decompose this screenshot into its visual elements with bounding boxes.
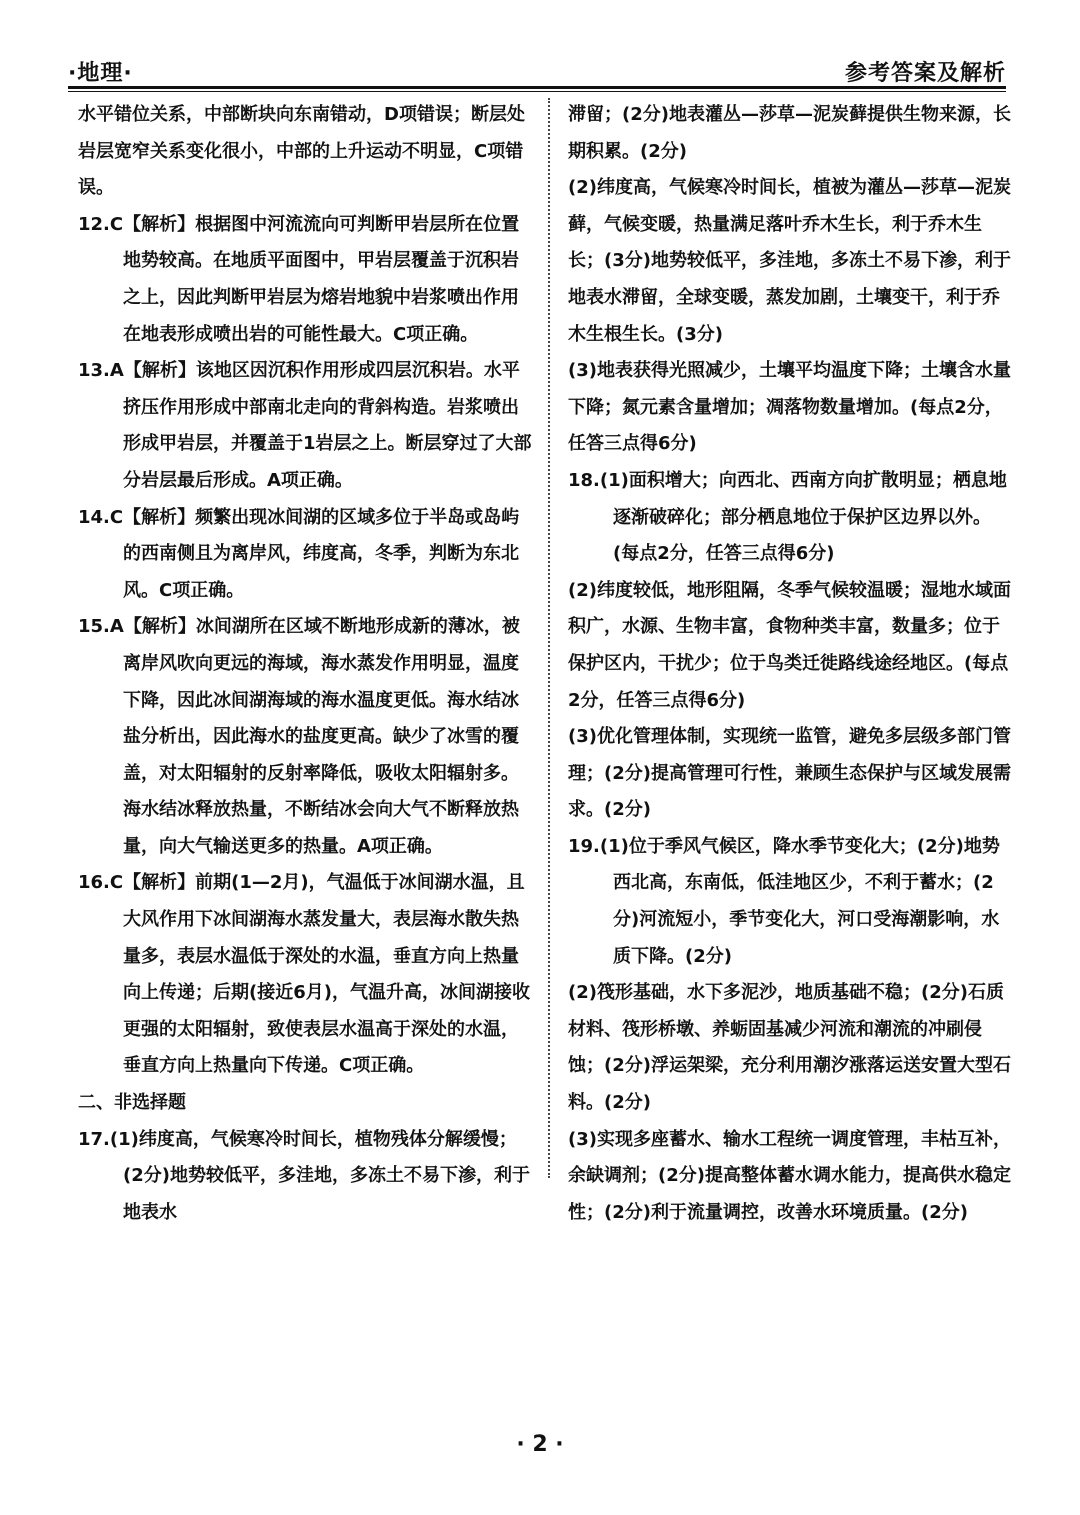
- answer-17-1-continued: 滞留；(2分)地表灌丛—莎草—泥炭藓提供生物来源，长期积累。(2分): [568, 104, 1011, 162]
- document-title: 参考答案及解析: [844, 61, 1006, 86]
- answer-18-3: (3)优化管理体制，实现统一监管，避免多层级多部门管理；(2分)提高管理可行性，兼顾生态保护与区域发展需求。(2分): [568, 726, 1011, 821]
- left-column: [78, 97, 534, 1231]
- page-number: · 2 ·: [516, 1432, 564, 1457]
- answer-19-2: (2)筏形基础，水下多泥沙，地质基础不稳；(2分)石质材料、筏形桥墩、养蛎固基减少河流和潮流的冲刷侵蚀；(2分)浮运架梁，充分利用潮汐涨落运送安置大型石料。(2分): [568, 982, 1011, 1114]
- answer-13: 13.A【解析】该地区因沉积作用形成四层沉积岩。水平挤压作用形成中部南北走向的背斜构造。岩浆喷出形成甲岩层，并覆盖于1岩层之上。断层穿过了大部分岩层最后形成。A项正确。: [78, 360, 532, 491]
- answer-12: 12.C【解析】根据图中河流流向可判断甲岩层所在位置地势较高。在地质平面图中，甲岩层覆盖于沉积岩之上，因此判断甲岩层为熔岩地貌中岩浆喷出作用在地表形成喷出岩的可能性最大。C项正确。: [78, 213, 520, 345]
- subject-label: ·地理·: [68, 61, 133, 86]
- continued-answer-11: 水平错位关系，中部断块向东南错动，D项错误；断层处岩层宽窄关系变化很小，中部的上升运动不明显，C项错误。: [78, 104, 525, 199]
- answer-18-1: 18.(1)面积增大；向西北、西南方向扩散明显；栖息地逐渐破碎化；部分栖息地位于保护区边界以外。(每点2分，任答三点得6分): [568, 469, 1007, 565]
- answer-17-2: (2)纬度高，气候寒冷时间长，植被为灌丛—莎草—泥炭藓，气候变暖，热量满足落叶乔木生长，利于乔木生长；(3分)地势较低平，多洼地，多冻土不易下渗，利于地表水滞留，全球变暖，蒸发加剧，土壤变干，利于乔木生根生长。(3分): [568, 177, 1011, 345]
- answer-19-1: 19.(1)位于季风气候区，降水季节变化大；(2分)地势西北高，东南低，低洼地区少，不利于蓄水；(2分)河流短小，季节变化大，河口受海潮影响，水质下降。(2分): [568, 835, 1000, 967]
- answer-19-3: (3)实现多座蓄水、输水工程统一调度管理，丰枯互补，余缺调剂；(2分)提高整体蓄水调水能力，提高供水稳定性；(2分)利于流量调控，改善水环境质量。(2分): [568, 1128, 1011, 1223]
- answer-18-2: (2)纬度较低，地形阻隔，冬季气候较温暖；湿地水域面积广，水源、生物丰富，食物种类丰富，数量多；位于保护区内，干扰少；位于鸟类迁徙路线途经地区。(每点2分，任答三点得6分): [568, 579, 1011, 711]
- header-rule: [68, 86, 1006, 89]
- page-header: [68, 56, 1006, 86]
- answer-16: 16.C【解析】前期(1—2月)，气温低于冰间湖水温，且大风作用下冰间湖海水蒸发量大，表层海水散失热量多，表层水温低于深处的水温，垂直方向上热量向上传递；后期(接近6月)，气温升高，冰间湖接收更强的太阳辐射，致使表层水温高于深处的水温，垂直方向上热量向下传递。C项正确。: [78, 872, 530, 1077]
- answer-14: 14.C【解析】频繁出现冰间湖的区域多位于半岛或岛屿的西南侧且为离岸风，纬度高，冬季，判断为东北风。C项正确。: [78, 506, 520, 601]
- column-divider: [548, 98, 550, 1178]
- answer-17-3: (3)地表获得光照减少，土壤平均温度下降；土壤含水量下降；氮元素含量增加；凋落物数量增加。(每点2分，任答三点得6分): [568, 360, 1011, 455]
- header-rule-thin: [68, 91, 1006, 92]
- answer-15: 15.A【解析】冰间湖所在区域不断地形成新的薄冰，被离岸风吹向更远的海域，海水蒸发作用明显，温度下降，因此冰间湖海域的海水温度更低。海水结冰盐分析出，因此海水的盐度更高。缺少了冰雪的覆盖，对太阳辐射的反射率降低，吸收太阳辐射多。海水结冰释放热量，不断结冰会向大气不断释放热量，向大气输送更多的热量。A项正确。: [78, 616, 520, 857]
- answer-17-1: 17.(1)纬度高，气候寒冷时间长，植物残体分解缓慢；(2分)地势较低平，多洼地，多冻土不易下渗，利于地表水: [78, 1128, 530, 1223]
- right-column: [568, 97, 1012, 1231]
- section-heading: 二、非选择题: [78, 1092, 186, 1114]
